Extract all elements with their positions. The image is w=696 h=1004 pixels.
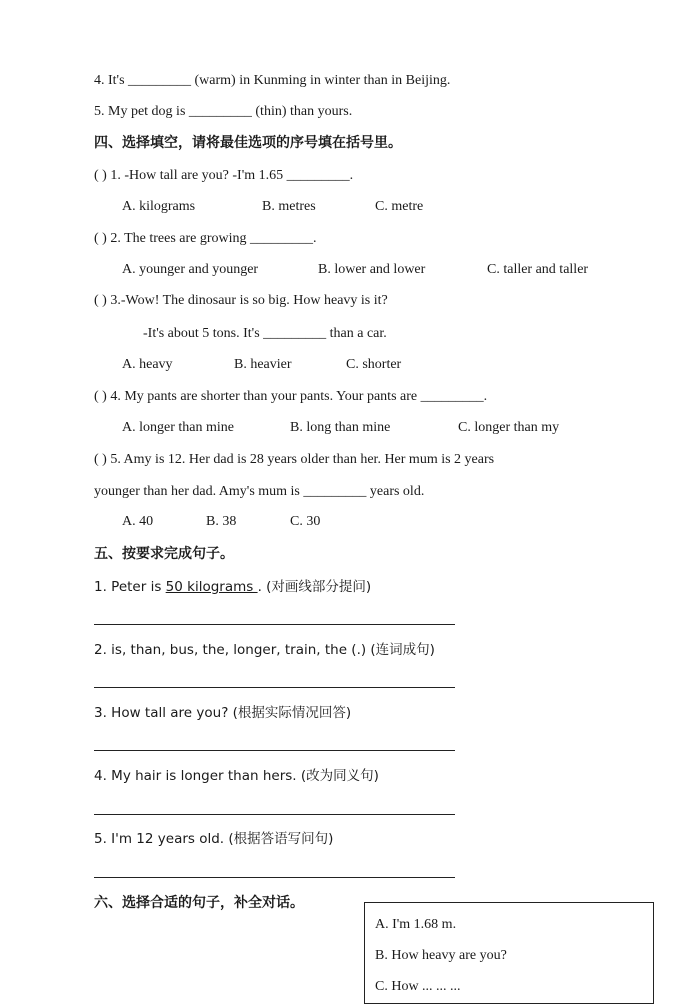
question-3-4: 4. It's _________ (warm) in Kunming in winter than in Beijing. xyxy=(94,73,451,88)
box-option-a: A. I'm 1.68 m. xyxy=(375,917,457,932)
section-6-heading: 六、选择合适的句子，补全对话。 xyxy=(94,895,304,911)
mc-5-option-b: B. 38 xyxy=(206,514,237,529)
section-4-heading: 四、选择填空，请将最佳选项的序号填在括号里。 xyxy=(94,135,402,151)
mc-1-option-b: B. metres xyxy=(262,199,316,214)
section-5-heading: 五、按要求完成句子。 xyxy=(94,546,234,562)
mc-4-option-c: C. longer than my xyxy=(458,420,560,435)
mc-question-4: ( ) 4. My pants are shorter than your pants. Your pants are _________. xyxy=(94,389,488,404)
mc-1-option-a: A. kilograms xyxy=(122,199,196,214)
rewrite-item-1 xyxy=(94,578,371,596)
mc-3-option-a: A. heavy xyxy=(122,357,173,372)
answer-line-2[interactable] xyxy=(94,687,455,688)
rewrite-item-5: 5. I'm 12 years old. (根据答语写问句) xyxy=(94,831,334,847)
mc-4-option-a: A. longer than mine xyxy=(122,420,234,435)
question-3-5: 5. My pet dog is _________ (thin) than yours. xyxy=(94,104,353,119)
mc-question-3-line-2: -It's about 5 tons. It's _________ than a car. xyxy=(143,326,387,341)
mc-question-2: ( ) 2. The trees are growing _________. xyxy=(94,231,317,246)
mc-3-option-b: B. heavier xyxy=(234,357,292,372)
rewrite-item-2: 2. is, than, bus, the, longer, train, the (.) (连词成句) xyxy=(94,642,435,658)
box-option-b: B. How heavy are you? xyxy=(375,948,507,963)
mc-question-3: ( ) 3.-Wow! The dinosaur is so big. How heavy is it? xyxy=(94,293,388,308)
answer-line-1[interactable] xyxy=(94,624,455,625)
mc-4-option-b: B. long than mine xyxy=(290,420,391,435)
answer-line-3[interactable] xyxy=(94,750,455,751)
rewrite-item-4: 4. My hair is longer than hers. (改为同义句) xyxy=(94,768,379,784)
answer-line-5[interactable] xyxy=(94,877,455,878)
mc-question-5-line-2: younger than her dad. Amy's mum is _________ years old. xyxy=(94,484,425,499)
mc-2-option-c: C. taller and taller xyxy=(487,262,589,277)
rewrite-1-prefix: 1. Peter is xyxy=(94,579,166,595)
mc-2-option-b: B. lower and lower xyxy=(318,262,426,277)
rewrite-1-underlined: 50 kilograms xyxy=(165,579,258,595)
answer-line-4[interactable] xyxy=(94,814,455,815)
options-box xyxy=(364,902,654,1004)
rewrite-item-3: 3. How tall are you? (根据实际情况回答) xyxy=(94,705,352,721)
mc-question-1: ( ) 1. -How tall are you? -I'm 1.65 _________. xyxy=(94,168,354,183)
mc-question-5: ( ) 5. Amy is 12. Her dad is 28 years older than her. Her mum is 2 years xyxy=(94,452,495,467)
mc-3-option-c: C. shorter xyxy=(346,357,402,372)
rewrite-1-suffix: . (对画线部分提问) xyxy=(257,579,372,595)
mc-1-option-c: C. metre xyxy=(375,199,424,214)
mc-5-option-c: C. 30 xyxy=(290,514,321,529)
mc-5-option-a: A. 40 xyxy=(122,514,154,529)
box-option-c: C. How ... ... ... xyxy=(375,979,461,994)
mc-2-option-a: A. younger and younger xyxy=(122,262,259,277)
